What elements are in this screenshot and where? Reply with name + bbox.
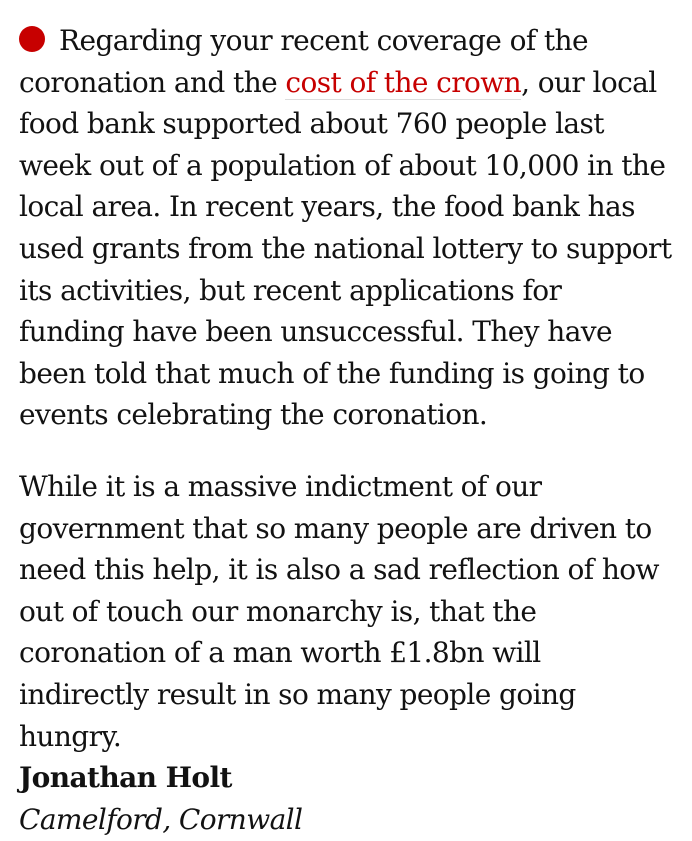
paragraph-1-remaining-text: , our local food bank supported about 760 people last week out of a population of about 10,000 in the local area. In recent years, the food bank has used grants from the national lottery to support its activities, but recent applications for funding have been unsuccessful. They have been told that much of the funding is going to events celebrating the coronation. bbox=[19, 65, 672, 432]
author-name: Jonathan Holt bbox=[19, 761, 232, 795]
letter-paragraph-1 bbox=[19, 20, 674, 436]
paragraph-2-text: While it is a massive indictment of our government that so many people are driven to need this help, it is also a sad reflection of how out of touch our monarchy is, that the coronation of a man worth £1.8bn will indirectly result in so many people going hungry. bbox=[19, 469, 659, 753]
red-bullet-icon bbox=[19, 26, 45, 52]
author-location: Camelford, Cornwall bbox=[19, 803, 303, 837]
letter-paragraph-2 bbox=[19, 466, 674, 757]
paragraph-1-lead-text: Regarding your recent coverage of the coronation and the bbox=[19, 24, 588, 99]
cost-of-the-crown-link[interactable]: cost of the crown bbox=[285, 65, 522, 99]
